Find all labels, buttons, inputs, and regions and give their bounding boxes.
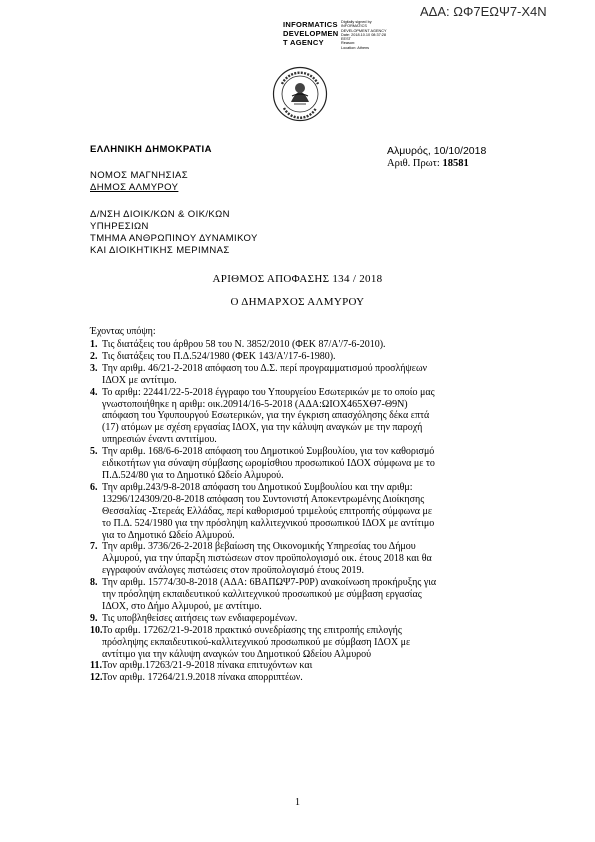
list-item-number: 7. [90,541,98,553]
list-item-number: 10. [90,624,103,636]
list-item-number: 6. [90,481,98,493]
country-heading: ΕΛΛΗΝΙΚΗ ΔΗΜΟΚΡΑΤΙΑ [90,144,212,155]
list-item-number: 9. [90,612,98,624]
list-item-line: Την αριθμ.243/9-8-2018 απόφαση του Δημοτικού Συμβουλίου και την αριθμ: [102,481,413,493]
decision-title: ΑΡΙΘΜΟΣ ΑΠΟΦΑΣΗΣ 134 / 2018 [212,273,383,285]
list-item-line: αντίτιμο για την κάλυψη αναγκών του Δημοτικού Ωδείου Αλμυρού [102,648,372,660]
list-item-line: ειδικοτήτων για σύναψη σύμβασης ωρομίσθιου προσωπικού ΙΔΟΧ σύμφωνα με το [102,458,435,470]
list-item-line: Την αριθμ. 168/6-6-2018 απόφαση του Δημοτικού Συμβουλίου, για τον καθορισμό [102,446,435,458]
stamp-line: INFORMATICS [283,20,338,29]
list-item [90,541,510,577]
list-item-line: Το αριθμ. 17262/21-9-2018 πρακτικό συνεδρίασης της επιτροπής επιλογής [102,624,402,636]
list-item-number: 4. [90,386,98,398]
stamp-line: DEVELOPMEN [283,29,339,38]
municipality-seal-logo [272,66,328,122]
stamp-small-line: DEVELOPMENT AGENCY [341,28,387,33]
list-item-line: 13296/124309/20-8-2018 απόφαση του Συντονιστή Αποκεντρωμένης Διοίκησης [102,493,425,505]
list-item-line: εγγραφούν ανάλογες πιστώσεις στον προϋπολογισμό έτους 2019. [102,565,365,577]
list-item [90,660,510,672]
list-item-number: 12. [90,672,103,684]
municipality-heading: ΔΗΜΟΣ ΑΛΜΥΡΟΥ [90,182,179,193]
protocol-number: 18581 [442,158,469,169]
list-item [90,482,510,542]
list-item-line: Τις υποβληθείσες αιτήσεις των ενδιαφερομένων. [102,612,298,624]
list-item-number: 2. [90,350,98,362]
list-item-line: Την αριθμ. 46/21-2-2018 απόφαση του Δ.Σ. περί προγραμματισμού προσλήψεων [102,362,428,374]
list-item [90,672,510,684]
list-item-number: 3. [90,362,98,374]
page-number: 1 [295,797,300,808]
list-item-line: την πρόσληψη εκπαιδευτικού καλλιτεχνικού προσωπικού με σύμβαση εργασίας [102,589,422,601]
list-item-number: 11. [90,660,102,672]
list-item-line: Τις διατάξεις του Π.Δ.524/1980 (ΦΕΚ 143/Α'/17-6-1980). [102,350,336,362]
intro-text: Έχοντας υπόψη: [90,326,156,337]
list-item-number: 5. [90,446,98,458]
list-item-line: απόφαση του Υφυπουργού Εσωτερικών, για την έγκριση απασχόλησης δέκα επτά [102,410,430,422]
list-item-line: Αλμυρού, για την ύπαρξη πιστώσεων στον προϋπολογισμό οικ. έτους 2018 και θα [102,553,432,565]
prefecture-heading: ΝΟΜΟΣ ΜΑΓΝΗΣΙΑΣ [90,170,188,181]
protocol-line [387,158,469,169]
place-date: Αλμυρός, 10/10/2018 [387,145,487,157]
list-item-line: για το Δημοτικό Ωδείο Αλμυρού. [102,529,235,541]
department-heading: Δ/ΝΣΗ ΔΙΟΙΚ/ΚΩΝ & ΟΙΚ/ΚΩΝ [90,209,230,220]
stamp-small-line: Date: 2018.10.10 08:37:28 [341,32,386,37]
list-item [90,446,510,482]
list-item-line: γνωστοποιήθηκε η αριθμ: οικ.20914/16-5-2018 (ΑΔΑ:ΩΙΟΧ465ΧΘ7-Θ9Ν) [102,398,408,410]
list-item-line: ΙΔΟΧ, στο Δήμο Αλμυρού, με αντίτιμο. [102,600,262,612]
list-item-line: (17) ατόμων με σχέση εργασίας ΙΔΟΧ, για την κάλυψη αναγκών με την παροχή [102,422,423,434]
protocol-label: Αριθ. Πρωτ: [387,158,440,169]
stamp-line: T AGENCY [283,38,324,47]
list-item-line: πρόσληψης εκπαιδευτικού-καλλιτεχνικού προσωπικού με σύμβαση ΙΔΟΧ με [102,636,411,648]
ada-code: ΑΔΑ: ΩΦ7ΕΩΨ7-Χ4Ν [420,4,547,19]
list-item [90,351,510,363]
department-heading: ΚΑΙ ΔΙΟΙΚΗΤΙΚΗΣ ΜΕΡΙΜΝΑΣ [90,245,230,256]
department-heading: ΥΠΗΡΕΣΙΩΝ [90,221,149,232]
list-item [90,613,510,625]
list-item-line: Τις διατάξεις του άρθρου 58 του Ν. 3852/2010 (ΦΕΚ 87/Α'/7-6-2010). [102,339,386,350]
list-item-line: Την αριθμ. 15774/30-8-2018 (ΑΔΑ: 6ΒΑΠΩΨ7-Ρ0Ρ) ανακοίνωση προκήρυξης για [102,577,437,589]
list-item [90,339,510,351]
digital-signature-stamp [283,20,403,50]
stamp-small-line: EEST [341,37,351,42]
considerations-list [90,339,510,684]
list-item-line: το Π.Δ. 524/1980 για την πρόσληψη καλλιτεχνικού προσωπικού ΙΔΟΧ με αντίτιμο [102,517,435,529]
list-item-line: Τον αριθμ.17263/21-9-2018 πίνακα επιτυχόντων και [102,660,313,672]
list-item-line: Θεσσαλίας -Στερεάς Ελλάδας, περί καθορισμού τριμελούς επιτροπής σύμφωνα με [102,505,433,517]
list-item-line: ΙΔΟΧ με αντίτιμο. [102,374,177,386]
stamp-small-line: Reason: [341,41,356,46]
list-item [90,577,510,613]
stamp-small-line: Digitally signed by [341,20,372,24]
list-item-line: Το αριθμ: 22441/22-5-2018 έγγραφο του Υπουργείου Εσωτερικών με το οποίο μας [102,386,435,398]
department-heading: ΤΜΗΜΑ ΑΝΘΡΩΠΙΝΟΥ ΔΥΝΑΜΙΚΟΥ [90,233,258,244]
list-item-line: Π.Δ.524/80 για το Δημοτικό Ωδείο Αλμυρού. [102,469,284,481]
stamp-small-line: Location: Athens [341,45,370,50]
list-item-line: υπηρεσιών έναντι αντιτίμου. [102,434,217,446]
list-item [90,625,510,661]
stamp-small-line: INFORMATICS [341,24,367,29]
list-item [90,363,510,387]
list-item-number: 1. [90,339,98,350]
list-item-line: Την αριθμ. 3736/26-2-2018 βεβαίωση της Οικονομικής Υπηρεσίας του Δήμου [102,541,416,553]
mayor-title: Ο ΔΗΜΑΡΧΟΣ ΑΛΜΥΡΟΥ [230,296,365,308]
list-item [90,387,510,447]
list-item-number: 8. [90,577,98,589]
list-item-line: Τον αριθμ. 17264/21.9.2018 πίνακα απορριπτέων. [102,672,303,684]
